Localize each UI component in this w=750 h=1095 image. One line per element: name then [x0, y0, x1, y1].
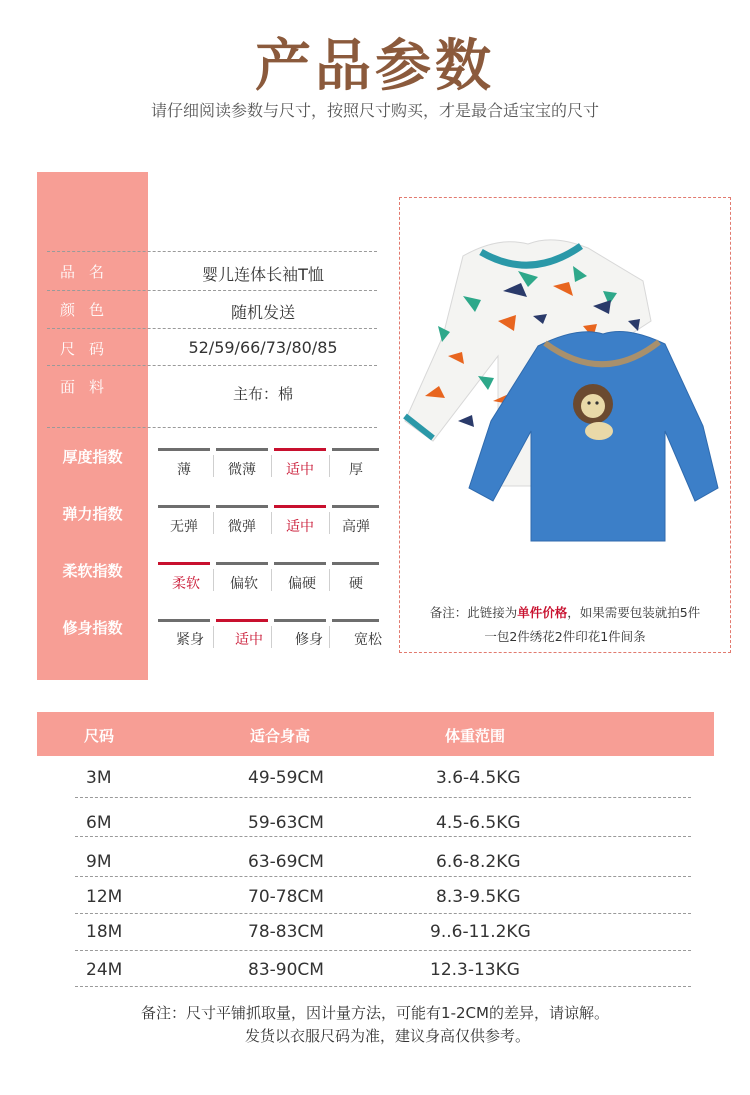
- size-table-header-size: 尺码: [84, 727, 115, 745]
- scale-option-selected: 适中: [235, 632, 263, 648]
- index-label-elasticity: 弹力指数: [62, 505, 123, 523]
- scale-option-selected: 柔软: [172, 576, 200, 592]
- weight-cell: 12.3-13KG: [430, 960, 520, 980]
- weight-cell: 4.5-6.5KG: [436, 813, 521, 833]
- divider: [47, 328, 377, 329]
- divider: [75, 797, 691, 798]
- index-label-softness: 柔软指数: [62, 562, 123, 580]
- size-cell: 12M: [86, 887, 123, 907]
- size-table-header-height: 适合身高: [250, 727, 311, 745]
- divider: [47, 427, 377, 428]
- scale-option: 修身: [295, 632, 323, 648]
- scale-bar: [332, 562, 379, 565]
- scale-option: 偏硬: [288, 576, 316, 592]
- product-note-highlight: 单件价格: [517, 605, 568, 620]
- index-label-thickness: 厚度指数: [62, 448, 123, 466]
- spec-label-color: 颜色: [60, 301, 119, 319]
- divider: [75, 913, 691, 914]
- scale-option-selected: 适中: [286, 462, 314, 478]
- size-table-header: [37, 712, 714, 756]
- product-note-suffix: ，如果需要包装就拍5件: [567, 605, 701, 620]
- scale-option: 薄: [177, 462, 191, 478]
- height-cell: 63-69CM: [248, 852, 324, 872]
- spec-label-name: 品名: [60, 263, 119, 281]
- divider: [75, 986, 691, 987]
- scale-option: 无弹: [170, 519, 198, 535]
- footer-note-line2: 发货以衣服尺码为准，建议身高仅供参考。: [244, 1027, 530, 1045]
- spec-label-fabric: 面料: [60, 378, 119, 396]
- scale-bar: [216, 448, 268, 451]
- scale-option: 微薄: [228, 462, 256, 478]
- height-cell: 83-90CM: [248, 960, 324, 980]
- scale-bar-selected: [274, 505, 326, 508]
- spec-label-panel: [37, 172, 148, 680]
- divider: [75, 876, 691, 877]
- product-note-line1: [399, 603, 731, 621]
- size-cell: 6M: [86, 813, 112, 833]
- index-label-fit: 修身指数: [62, 619, 123, 637]
- size-cell: 9M: [86, 852, 112, 872]
- page-title: 产品参数: [255, 34, 495, 99]
- scale-bar: [332, 619, 379, 622]
- scale-bar-selected: [158, 562, 210, 565]
- footer-note-line1: 备注：尺寸平铺抓取量，因计量方法，可能有1-2CM的差异，请谅解。: [141, 1004, 609, 1022]
- spec-label-size: 尺码: [60, 340, 119, 358]
- size-table-header-weight: 体重范围: [445, 727, 506, 745]
- scale-option: 厚: [349, 462, 363, 478]
- scale-bar: [332, 505, 379, 508]
- height-cell: 78-83CM: [248, 922, 324, 942]
- spec-value-color: 随机发送: [230, 303, 295, 322]
- scale-option: 高弹: [342, 519, 370, 535]
- scale-bar: [332, 448, 379, 451]
- spec-value-name: 婴儿连体长袖T恤: [202, 265, 324, 284]
- weight-cell: 9..6-11.2KG: [430, 922, 531, 942]
- scale-option: 硬: [349, 576, 363, 592]
- page-subtitle: 请仔细阅读参数与尺寸，按照尺寸购买，才是最合适宝宝的尺寸: [150, 101, 599, 120]
- scale-bar: [158, 448, 210, 451]
- product-note-line2: 一包2件绣花2件印花1件间条: [484, 629, 646, 644]
- size-cell: 24M: [86, 960, 123, 980]
- product-note-prefix: 备注：此链接为: [429, 605, 518, 620]
- scale-option-selected: 适中: [286, 519, 314, 535]
- height-cell: 49-59CM: [248, 768, 324, 788]
- scale-bar: [274, 562, 326, 565]
- scale-bar: [216, 505, 268, 508]
- scale-bar-selected: [274, 448, 326, 451]
- weight-cell: 6.6-8.2KG: [436, 852, 521, 872]
- scale-option: 紧身: [176, 632, 204, 648]
- scale-bar: [274, 619, 326, 622]
- divider: [47, 290, 377, 291]
- height-cell: 70-78CM: [248, 887, 324, 907]
- scale-bar: [158, 505, 210, 508]
- divider: [75, 836, 691, 837]
- weight-cell: 3.6-4.5KG: [436, 768, 521, 788]
- size-cell: 3M: [86, 768, 112, 788]
- divider: [47, 365, 377, 366]
- weight-cell: 8.3-9.5KG: [436, 887, 521, 907]
- product-photo: [403, 226, 725, 551]
- spec-value-fabric: 主布：棉: [232, 385, 293, 403]
- scale-bar-selected: [216, 619, 268, 622]
- scale-bar: [216, 562, 268, 565]
- divider: [75, 950, 691, 951]
- scale-option: 宽松: [354, 632, 382, 648]
- spec-value-size: 52/59/66/73/80/85: [188, 338, 338, 357]
- height-cell: 59-63CM: [248, 813, 324, 833]
- scale-option: 微弹: [228, 519, 256, 535]
- scale-option: 偏软: [230, 576, 258, 592]
- size-cell: 18M: [86, 922, 123, 942]
- lion-face: [581, 394, 605, 418]
- lion-body: [585, 422, 613, 440]
- scale-bar: [158, 619, 210, 622]
- divider: [47, 251, 377, 252]
